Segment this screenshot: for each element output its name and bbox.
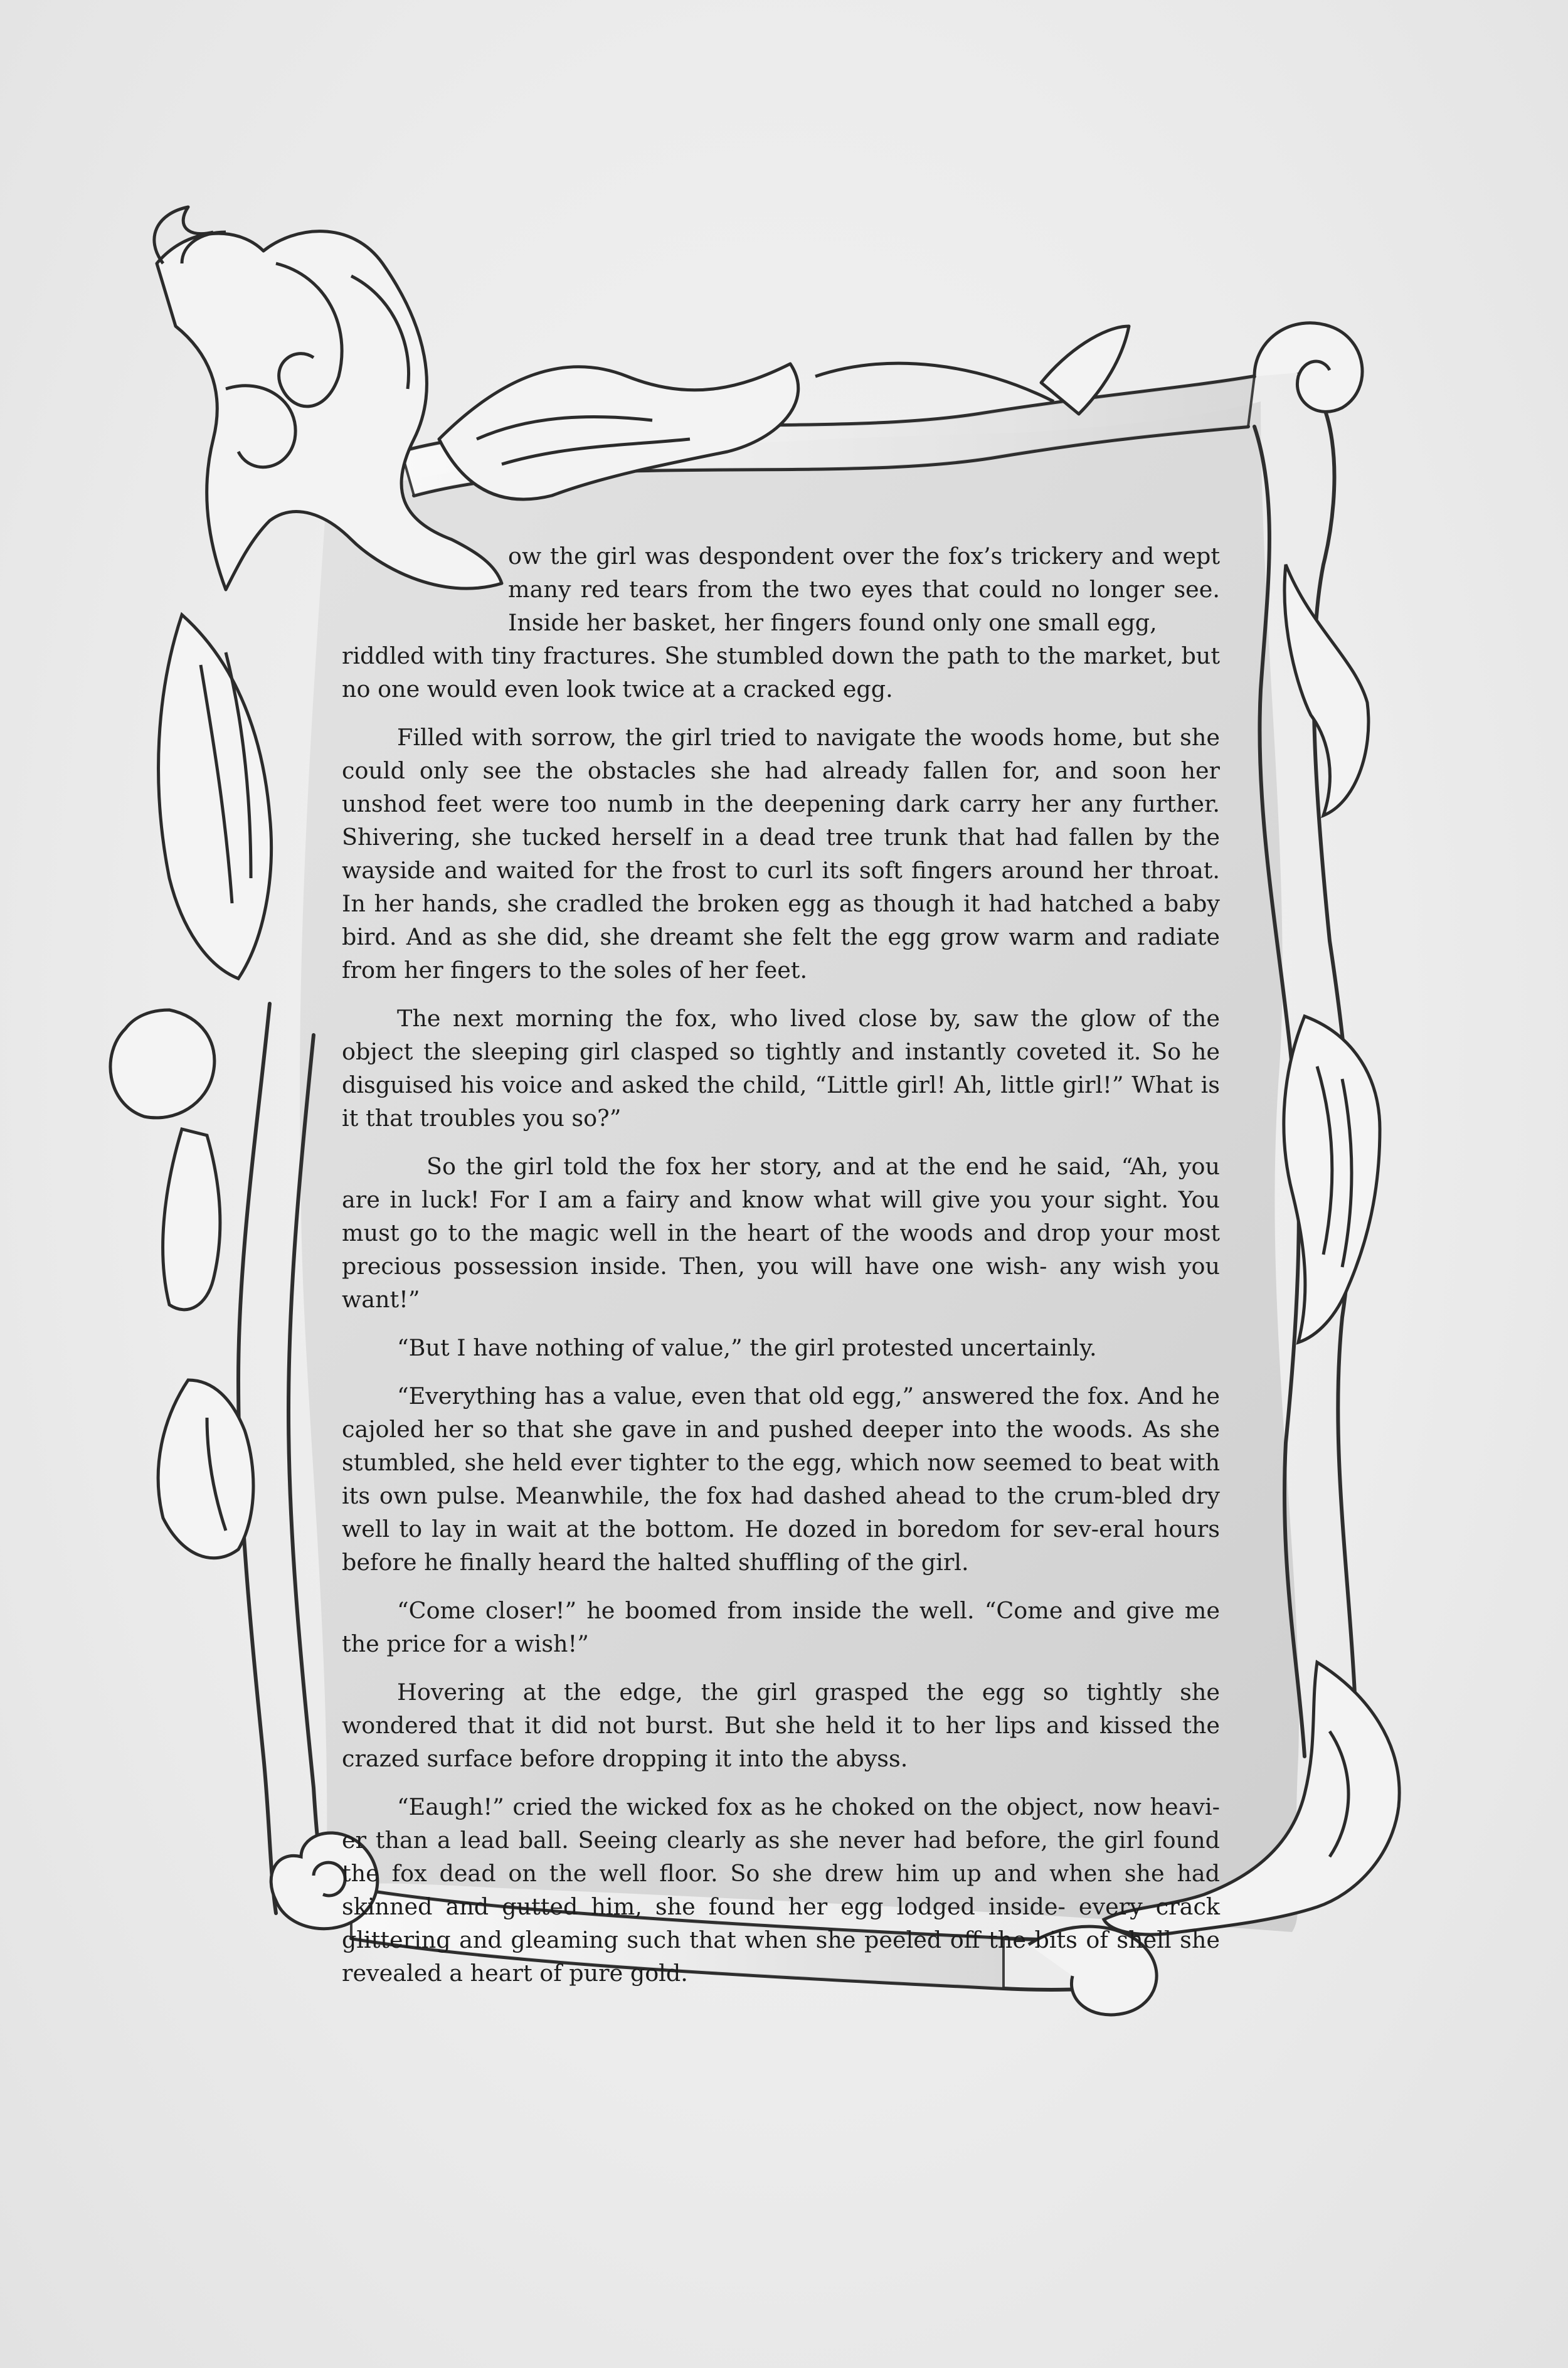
story-paragraph: “Come closer!” he boomed from inside the well. “Come and give me the price for a wish!”: [342, 1597, 1220, 1657]
story-paragraph: riddled with tiny fractures. She stumbled down the path to the market, but no one would even look twice at a cracked egg.: [342, 642, 1220, 703]
story-paragraph: “But I have nothing of value,” the girl protested uncertainly.: [397, 1334, 1097, 1361]
left-acanthus-ornaments: [110, 615, 272, 1558]
story-text: [342, 539, 1220, 2005]
story-paragraph: “Eaugh!” cried the wicked fox as he choked on the object, now heavi-er than a lead ball. Seeing clearly as she never had before, the girl found the fox dead on the well floor. So she drew him up and when she had skinned and gutted him, she found her egg lodged inside- every crack glittering and gleaming such that when she peeled off the bits of shell she revealed a heart of pure gold.: [342, 1793, 1220, 1987]
story-paragraph: Hovering at the edge, the girl grasped the egg so tightly she wondered that it did not burst. But she held it to her lips and kissed the crazed surface before dropping it into the abyss.: [342, 1679, 1220, 1772]
story-paragraph: Filled with sorrow, the girl tried to navigate the woods home, but she could only see the obstacles she had already fallen for, and soon her unshod feet were too numb in the deepening dark carry her any further. Shivering, she tucked herself in a dead tree trunk that had fallen by the wayside and waited for the frost to curl its soft fingers around her throat. In her hands, she cradled the broken egg as though it had hatched a baby bird. And as she did, she dreamt she felt the egg grow warm and radiate from her fingers to the soles of her feet.: [342, 724, 1220, 984]
story-paragraph: The next morning the fox, who lived close by, saw the glow of the object the sleeping girl clasped so tightly and instantly coveted it. So he disguised his voice and asked the child, “Little girl! Ah, little girl!” What is it that troubles you so?”: [342, 1005, 1220, 1132]
story-paragraph: So the girl told the fox her story, and at the end he said, “Ah, you are in luck! For I am a fairy and know what will give you your sight. You must go to the magic well in the heart of the woods and drop your most precious possession inside. Then, you will have one wish- any wish you want!”: [342, 1153, 1220, 1313]
story-opening: [342, 539, 1220, 706]
story-paragraph: “Everything has a value, even that old egg,” answered the fox. And he cajoled her so that she gave in and pushed deeper into the woods. As she stumbled, she held ever tighter to the egg, which now seemed to beat with its own pulse. Meanwhile, the fox had dashed ahead to the crum-bled dry well to lay in wait at the bottom. He dozed in boredom for sev-eral hours before he finally heard the halted shuffling of the girl.: [342, 1383, 1220, 1576]
story-opening-lines: ow the girl was despondent over the fox’s trickery and wept many red tears from the two eyes that could no longer see. Inside her basket, her fingers found only one small egg,: [508, 543, 1220, 636]
